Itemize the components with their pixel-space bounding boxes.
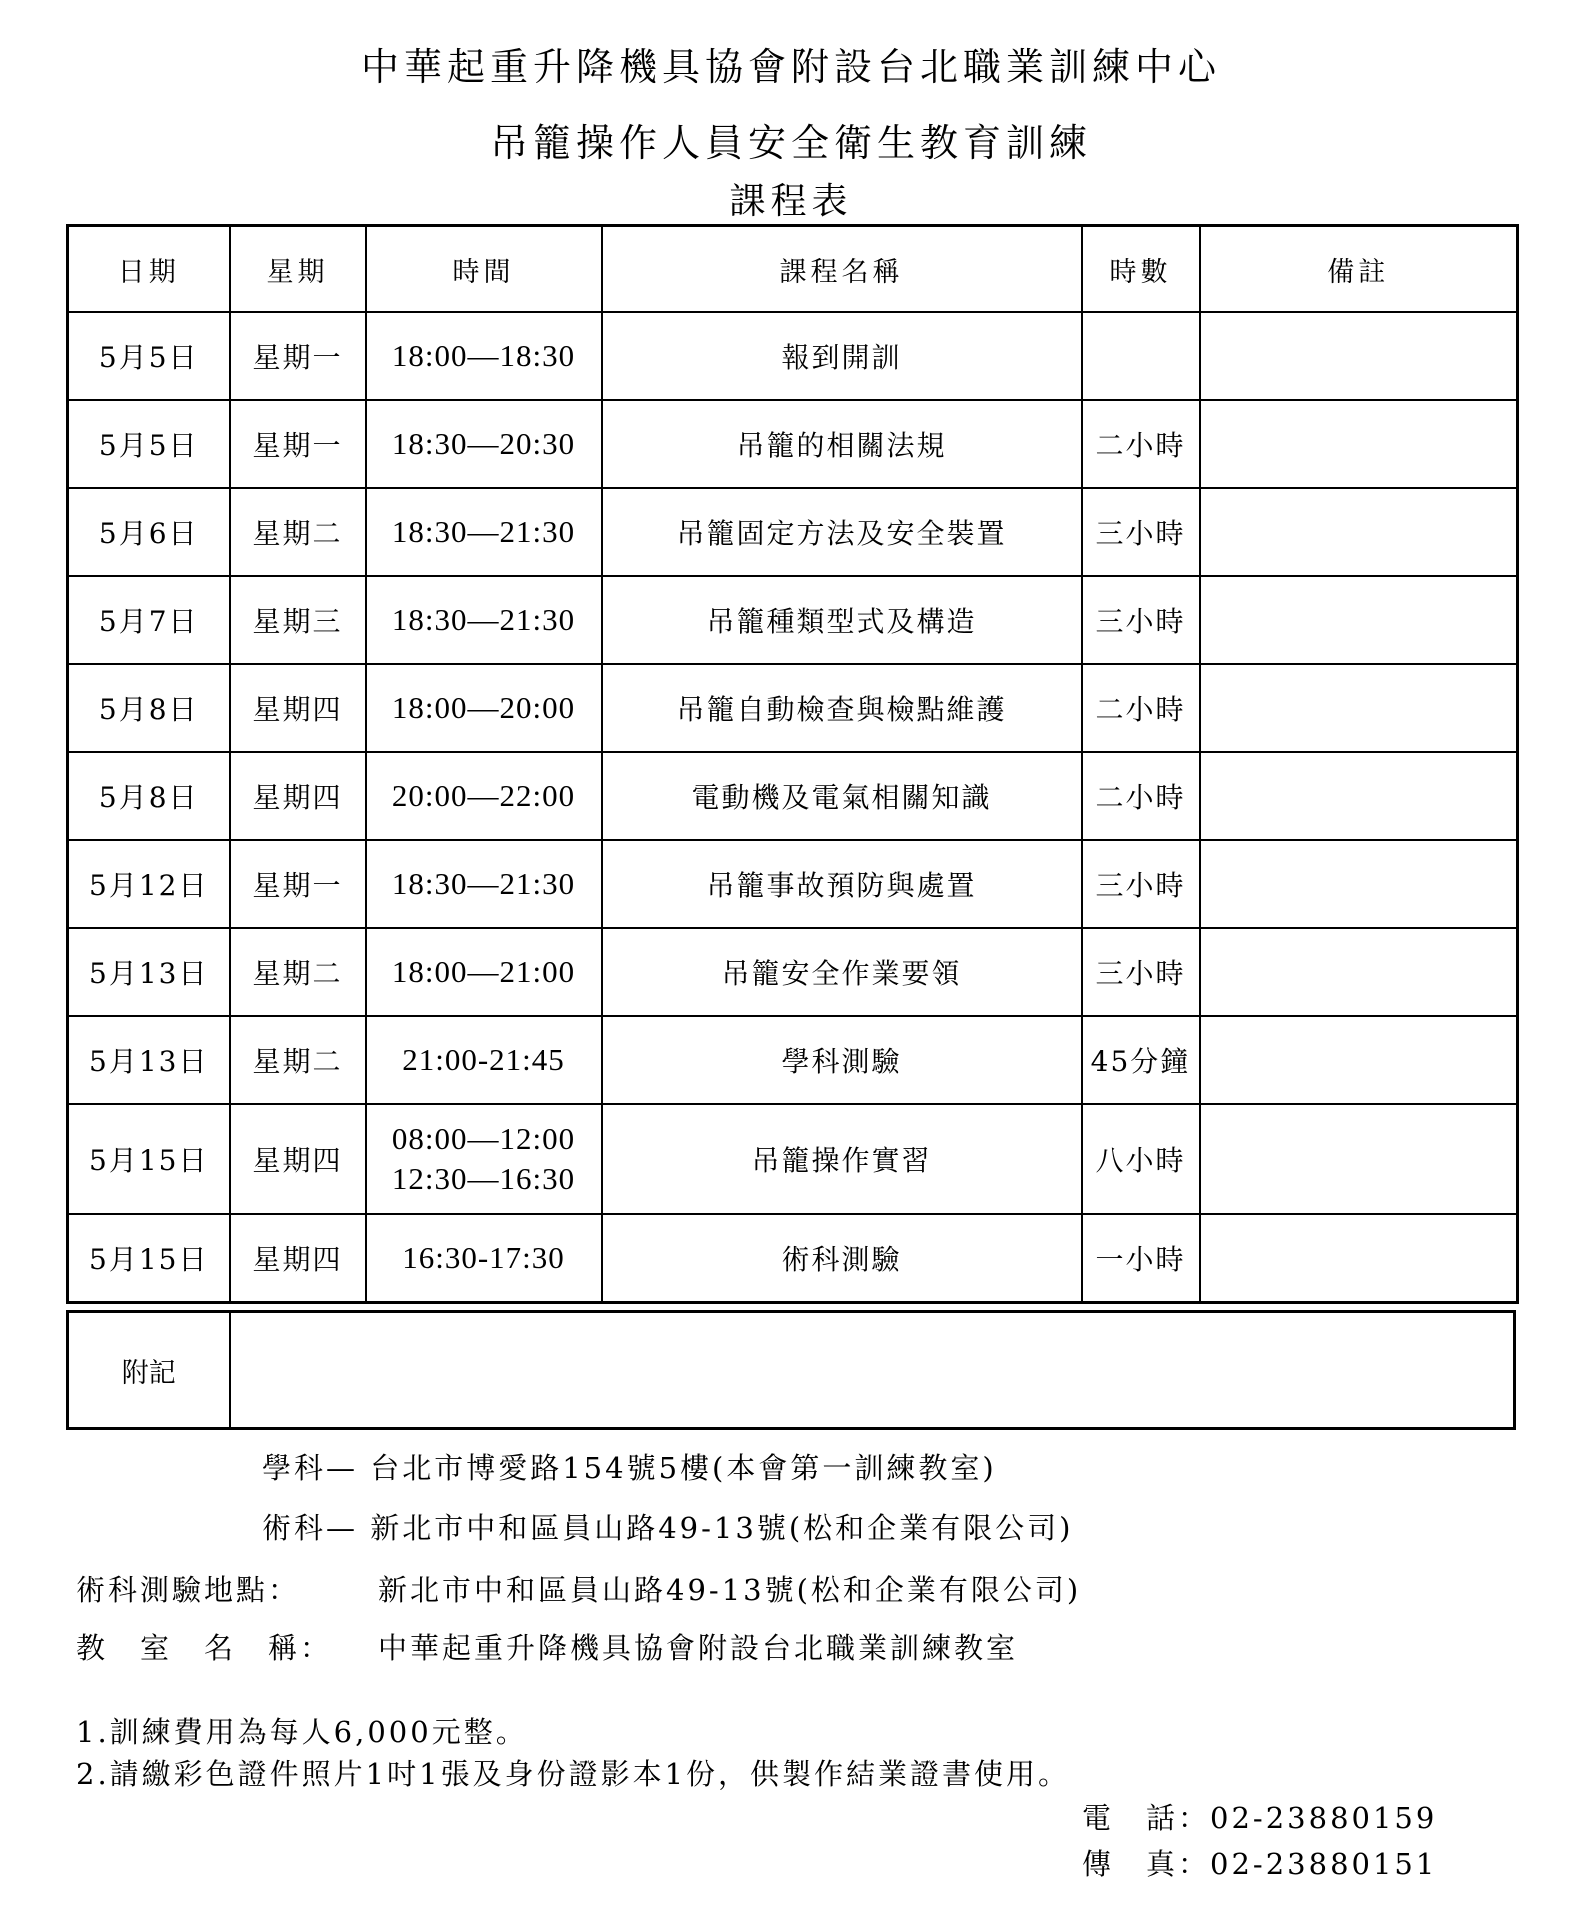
cell-date: 5月13日 <box>68 1016 230 1104</box>
remark-table <box>66 1310 1516 1430</box>
cell-weekday: 星期四 <box>230 1214 366 1302</box>
remark-row <box>68 1312 1515 1429</box>
cell-course: 報到開訓 <box>602 312 1082 400</box>
table-row <box>68 840 1518 928</box>
cell-date: 5月12日 <box>68 840 230 928</box>
note-fee: 1.訓練費用為每人6,000元整。 <box>76 1715 528 1749</box>
header-time: 時間 <box>366 226 602 313</box>
table-row <box>68 928 1518 1016</box>
test-location-address: 新北市中和區員山路49-13號(松和企業有限公司) <box>378 1573 1082 1607</box>
cell-hours: 45分鐘 <box>1082 1016 1200 1104</box>
cell-note <box>1200 1016 1518 1104</box>
cell-time: 18:30—21:30 <box>366 576 602 664</box>
cell-hours: 二小時 <box>1082 400 1200 488</box>
table-row <box>68 400 1518 488</box>
cell-course: 術科測驗 <box>602 1214 1082 1302</box>
cell-time: 18:30—21:30 <box>366 840 602 928</box>
cell-course: 吊籠種類型式及構造 <box>602 576 1082 664</box>
phone-line <box>1082 1796 1437 1837</box>
cell-time: 16:30-17:30 <box>366 1214 602 1302</box>
cell-course: 吊籠事故預防與處置 <box>602 840 1082 928</box>
cell-note <box>1200 840 1518 928</box>
cell-note <box>1200 312 1518 400</box>
cell-hours: 二小時 <box>1082 664 1200 752</box>
table-row <box>68 576 1518 664</box>
table-row <box>68 488 1518 576</box>
time-line-2: 12:30—16:30 <box>391 1161 576 1196</box>
cell-time: 18:00—18:30 <box>366 312 602 400</box>
cell-hours <box>1082 312 1200 400</box>
theory-location <box>262 1446 997 1487</box>
header-weekday: 星期 <box>230 226 366 313</box>
cell-note <box>1200 400 1518 488</box>
cell-hours: 二小時 <box>1082 752 1200 840</box>
header-hours: 時數 <box>1082 226 1200 313</box>
schedule-table <box>66 224 1519 1304</box>
cell-course: 學科測驗 <box>602 1016 1082 1104</box>
cell-weekday: 星期一 <box>230 840 366 928</box>
table-row <box>68 1214 1518 1302</box>
theory-address: 台北市博愛路154號5樓(本會第一訓練教室) <box>370 1451 997 1485</box>
cell-time: 18:30—21:30 <box>366 488 602 576</box>
cell-note <box>1200 664 1518 752</box>
table-header-row <box>68 226 1518 313</box>
cell-date: 5月8日 <box>68 664 230 752</box>
remark-value <box>230 1312 1515 1429</box>
org-title: 中華起重升降機具協會附設台北職業訓練中心 <box>360 45 1221 89</box>
cell-date: 5月13日 <box>68 928 230 1016</box>
practice-label: 術科— <box>262 1511 359 1545</box>
practice-location <box>262 1506 1073 1547</box>
header-date: 日期 <box>68 226 230 313</box>
cell-date: 5月15日 <box>68 1104 230 1214</box>
cell-course: 吊籠的相關法規 <box>602 400 1082 488</box>
fax-label: 傳 真： <box>1082 1847 1211 1881</box>
header-course: 課程名稱 <box>602 226 1082 313</box>
cell-note <box>1200 1214 1518 1302</box>
phone-label: 電 話： <box>1082 1801 1211 1835</box>
cell-weekday: 星期二 <box>230 488 366 576</box>
cell-weekday: 星期四 <box>230 664 366 752</box>
course-title: 吊籠操作人員安全衛生教育訓練 <box>489 121 1092 165</box>
theory-label: 學科— <box>262 1451 359 1485</box>
phone-number: 02-23880159 <box>1210 1801 1438 1835</box>
cell-date: 5月15日 <box>68 1214 230 1302</box>
cell-course: 吊籠自動檢查與檢點維護 <box>602 664 1082 752</box>
cell-weekday: 星期二 <box>230 1016 366 1104</box>
table-row <box>68 1104 1518 1214</box>
cell-hours: 一小時 <box>1082 1214 1200 1302</box>
note-documents: 2.請繳彩色證件照片1吋1張及身份證影本1份，供製作結業證書使用。 <box>76 1757 1071 1791</box>
cell-hours: 三小時 <box>1082 576 1200 664</box>
cell-hours: 三小時 <box>1082 928 1200 1016</box>
cell-time: 18:00—20:00 <box>366 664 602 752</box>
test-location-label: 術科測驗地點： <box>76 1573 301 1607</box>
cell-note <box>1200 1104 1518 1214</box>
cell-course: 吊籠操作實習 <box>602 1104 1082 1214</box>
cell-course: 電動機及電氣相關知識 <box>602 752 1082 840</box>
cell-hours: 三小時 <box>1082 840 1200 928</box>
cell-weekday: 星期一 <box>230 312 366 400</box>
cell-note <box>1200 752 1518 840</box>
cell-weekday: 星期二 <box>230 928 366 1016</box>
cell-date: 5月7日 <box>68 576 230 664</box>
cell-weekday: 星期四 <box>230 752 366 840</box>
table-row <box>68 312 1518 400</box>
table-row <box>68 664 1518 752</box>
cell-time: 18:30—20:30 <box>366 400 602 488</box>
cell-course: 吊籠安全作業要領 <box>602 928 1082 1016</box>
fax-line <box>1082 1842 1437 1883</box>
cell-date: 5月6日 <box>68 488 230 576</box>
table-row <box>68 1016 1518 1104</box>
cell-date: 5月5日 <box>68 312 230 400</box>
cell-time: 20:00—22:00 <box>366 752 602 840</box>
cell-course: 吊籠固定方法及安全裝置 <box>602 488 1082 576</box>
cell-time <box>366 1104 602 1214</box>
cell-time: 18:00—21:00 <box>366 928 602 1016</box>
cell-date: 5月5日 <box>68 400 230 488</box>
cell-hours: 八小時 <box>1082 1104 1200 1214</box>
cell-hours: 三小時 <box>1082 488 1200 576</box>
table-row <box>68 752 1518 840</box>
remark-label: 附記 <box>68 1312 230 1429</box>
cell-time: 21:00-21:45 <box>366 1016 602 1104</box>
cell-weekday: 星期一 <box>230 400 366 488</box>
practice-address: 新北市中和區員山路49-13號(松和企業有限公司) <box>370 1511 1074 1545</box>
room-name: 中華起重升降機具協會附設台北職業訓練教室 <box>378 1631 1019 1665</box>
fax-number: 02-23880151 <box>1210 1847 1438 1881</box>
cell-note <box>1200 576 1518 664</box>
cell-note <box>1200 488 1518 576</box>
schedule-subtitle: 課程表 <box>729 181 853 222</box>
room-label: 教 室 名 稱： <box>76 1631 333 1665</box>
cell-weekday: 星期四 <box>230 1104 366 1214</box>
cell-date: 5月8日 <box>68 752 230 840</box>
cell-note <box>1200 928 1518 1016</box>
header-note: 備註 <box>1200 226 1518 313</box>
time-line-1: 08:00—12:00 <box>391 1121 576 1156</box>
cell-weekday: 星期三 <box>230 576 366 664</box>
